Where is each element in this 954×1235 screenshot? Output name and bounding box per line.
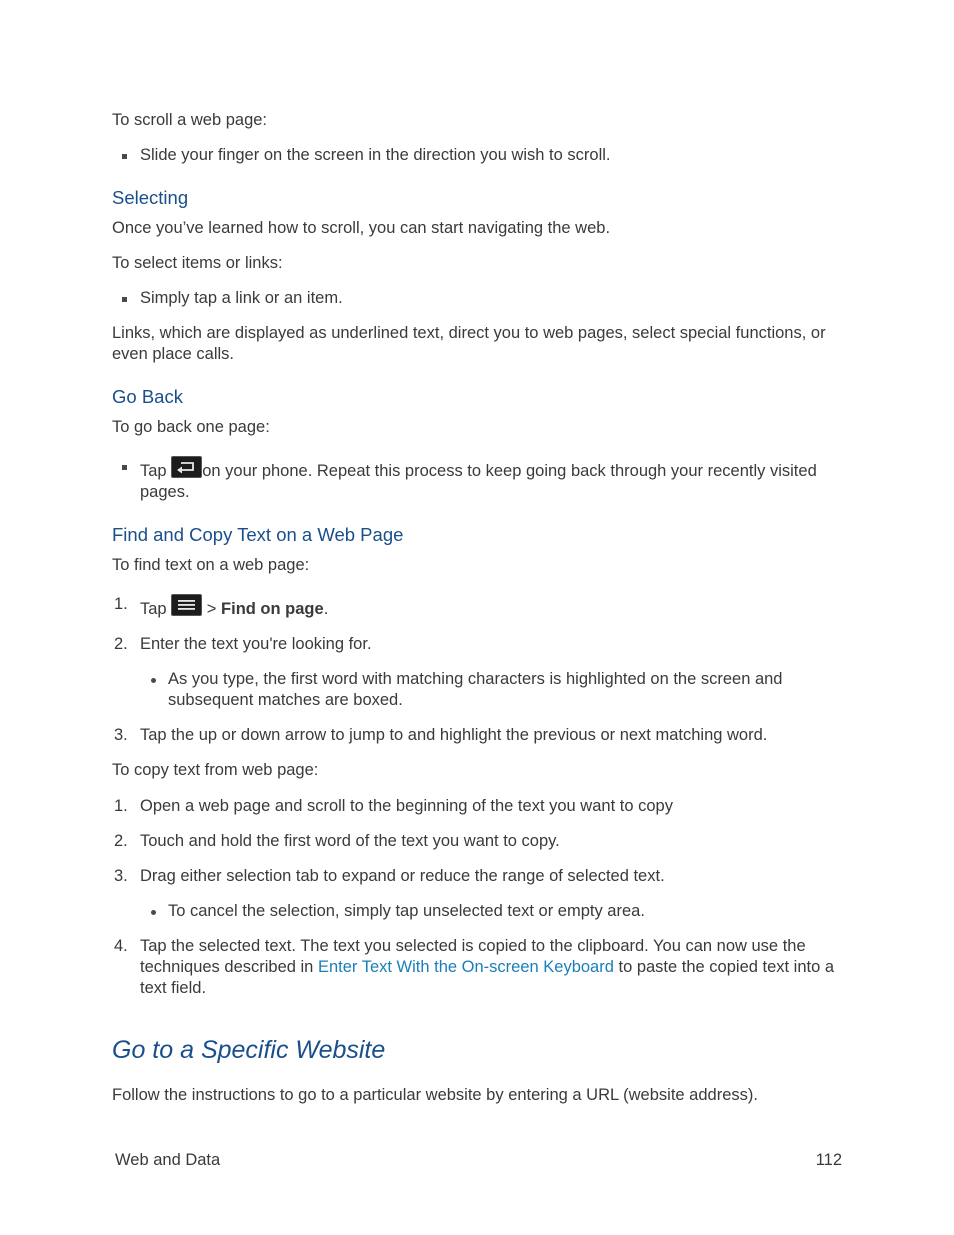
copy-step-4-text: Tap the selected text. The text you selected is copied to the clipboard. You can now use the techniques described in [140, 937, 806, 976]
document-page [112, 110, 842, 1106]
find-step-1-tap: Tap [140, 600, 167, 618]
selecting-list [112, 288, 842, 309]
list-item [112, 936, 842, 999]
scroll-bullet-text: Slide your finger on the screen in the direction you wish to scroll. [140, 146, 611, 164]
copy-steps-list [112, 796, 842, 887]
step-number: 3. [114, 726, 128, 744]
find-on-page-label: Find on page [221, 600, 324, 618]
specific-website-paragraph: Follow the instructions to go to a particular website by entering a URL (website address). [112, 1086, 758, 1104]
copy-intro: To copy text from web page: [112, 761, 319, 779]
find-step-1-period: . [323, 600, 329, 618]
find-steps-list-continued [112, 725, 842, 746]
scroll-intro: To scroll a web page: [112, 111, 268, 129]
step-number: 2. [114, 635, 128, 653]
selecting-paragraph-1: Once you’ve learned how to scroll, you can start navigating the web. [112, 219, 611, 237]
list-item [112, 456, 842, 503]
selecting-paragraph-3: Links, which are displayed as underlined text, direct you to web pages, select special functions, or even place calls. [112, 324, 826, 363]
back-icon [171, 456, 202, 478]
square-bullet-icon [122, 465, 127, 470]
selecting-paragraph-2: To select items or links: [112, 254, 283, 272]
go-back-heading: Go Back [112, 386, 183, 407]
find-sub-list [112, 669, 842, 711]
list-item [112, 831, 842, 852]
round-bullet-icon [151, 678, 156, 683]
step-number: 3. [114, 867, 128, 885]
list-item [112, 725, 842, 746]
list-item [112, 796, 842, 817]
selecting-bullet-text: Simply tap a link or an item. [140, 289, 343, 307]
step-number: 1. [114, 797, 128, 815]
copy-step-4-text-end: to paste the copied text into a text field. [140, 958, 835, 997]
copy-step-1-text: Open a web page and scroll to the beginning of the text you want to copy [140, 797, 673, 815]
step-number: 1. [114, 595, 128, 613]
step-number: 2. [114, 832, 128, 850]
square-bullet-icon [122, 154, 127, 159]
list-item [112, 594, 842, 620]
scroll-list [112, 145, 842, 166]
find-steps-list [112, 594, 842, 655]
menu-icon [171, 594, 202, 616]
go-back-bullet-text: on your phone. Repeat this process to keep going back through your recently visited pages. [140, 462, 817, 501]
square-bullet-icon [122, 297, 127, 302]
footer-page-number: 112 [815, 1151, 842, 1169]
find-step-2-text: Enter the text you're looking for. [140, 635, 372, 653]
on-screen-keyboard-link[interactable]: Enter Text With the On-screen Keyboard [317, 958, 614, 976]
find-step-3-text: Tap the up or down arrow to jump to and highlight the previous or next matching word. [140, 726, 768, 744]
footer-section-title: Web and Data [115, 1151, 221, 1169]
copy-step-3-sub-text: To cancel the selection, simply tap unselected text or empty area. [168, 902, 645, 920]
list-item [112, 866, 842, 887]
copy-step-2-text: Touch and hold the first word of the text you want to copy. [140, 832, 560, 850]
list-item [112, 669, 842, 711]
go-back-intro: To go back one page: [112, 418, 270, 436]
copy-steps-list-continued [112, 936, 842, 999]
step-number: 4. [114, 937, 128, 955]
go-back-tap-label: Tap [140, 462, 167, 480]
specific-website-heading: Go to a Specific Website [112, 1036, 386, 1064]
find-step-2-sub-text: As you type, the first word with matching characters is highlighted on the screen and subsequent matches are boxed. [168, 670, 783, 709]
copy-sub-list [112, 901, 842, 922]
find-copy-heading: Find and Copy Text on a Web Page [112, 524, 404, 545]
list-item [112, 901, 842, 922]
find-step-1-separator: > [206, 600, 217, 618]
go-back-list [112, 456, 842, 503]
list-item [112, 634, 842, 655]
copy-step-3-text: Drag either selection tab to expand or reduce the range of selected text. [140, 867, 665, 885]
list-item [112, 145, 842, 166]
list-item [112, 288, 842, 309]
selecting-heading: Selecting [112, 187, 189, 208]
round-bullet-icon [151, 910, 156, 915]
find-intro: To find text on a web page: [112, 556, 310, 574]
